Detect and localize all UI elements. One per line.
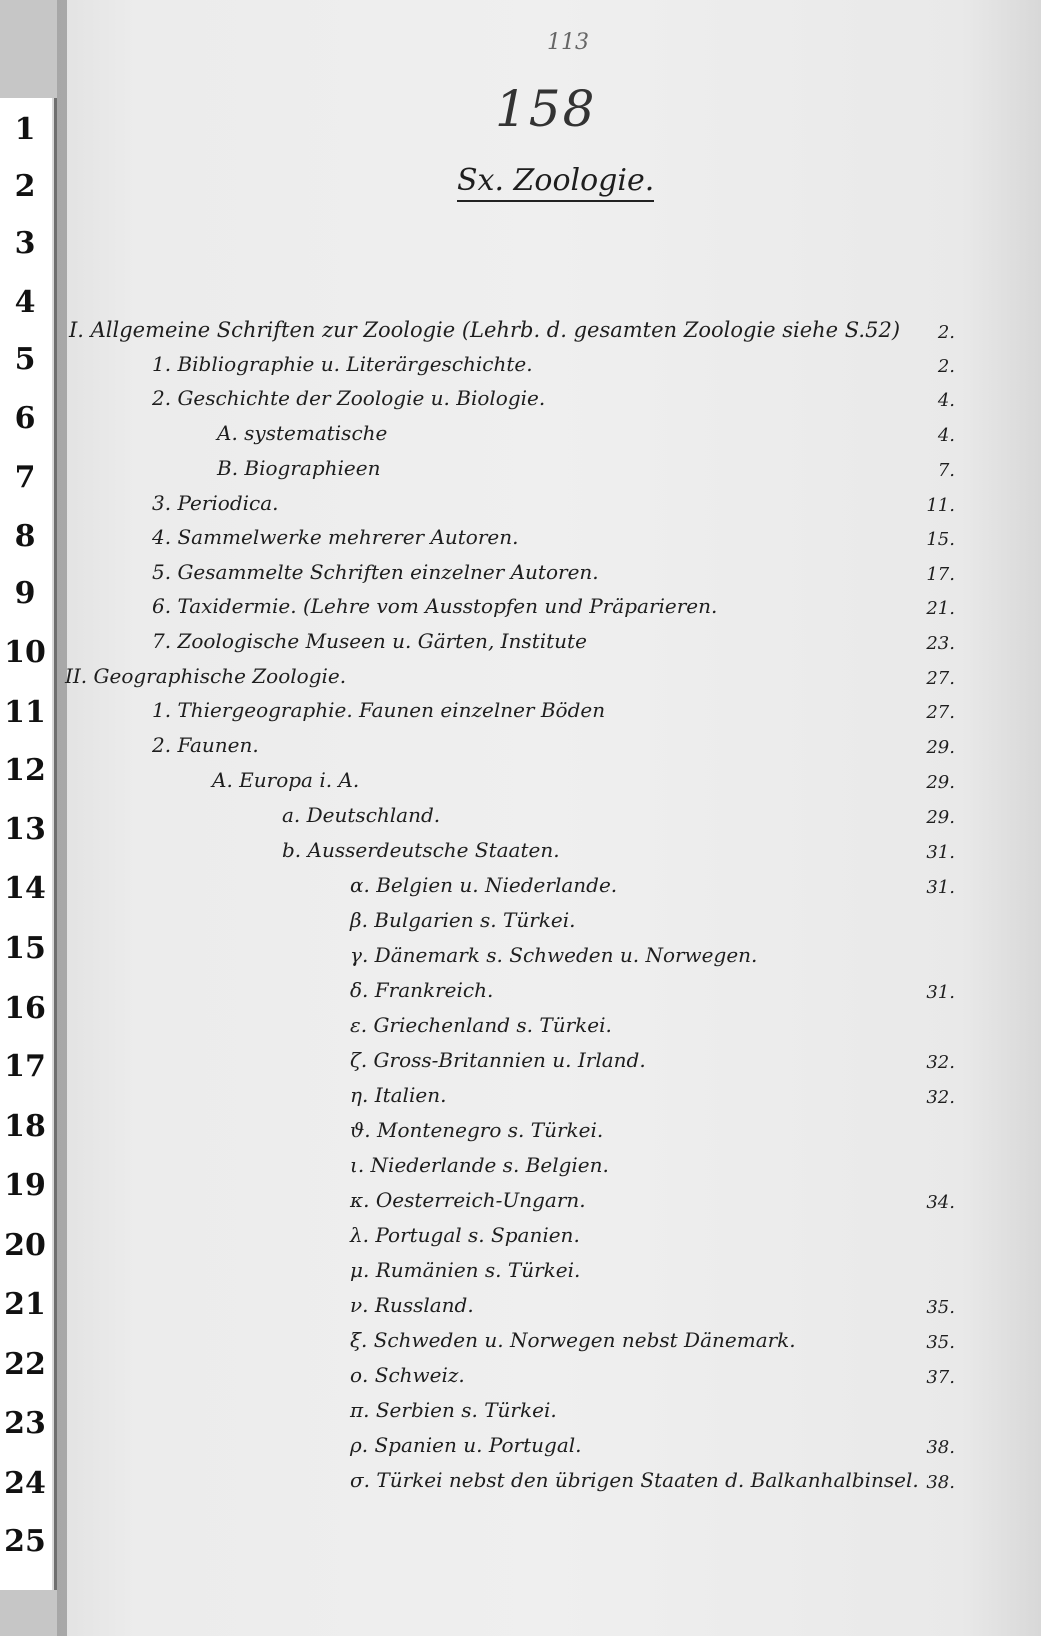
index-entry-text: δ. Frankreich. — [350, 978, 494, 1002]
index-entry-page: 11. — [926, 495, 955, 516]
index-entry-text: ε. Griechenland s. Türkei. — [350, 1013, 612, 1037]
index-entry-page: 31. — [926, 982, 955, 1003]
line-number: 13 — [4, 812, 46, 847]
index-entry-text: σ. Türkei nebst den übrigen Staaten d. Balkanhalbinsel. — [350, 1468, 919, 1492]
line-number: 4 — [14, 285, 36, 320]
manuscript-page — [57, 0, 1041, 1636]
line-number: 2 — [14, 169, 36, 204]
index-entry-page: 35. — [926, 1297, 955, 1318]
line-number: 11 — [4, 695, 46, 730]
index-entry-text: η. Italien. — [350, 1083, 447, 1107]
index-entry-page: 2. — [937, 356, 955, 377]
index-entry-page: 31. — [926, 877, 955, 898]
index-entry-text: 3. Periodica. — [152, 491, 279, 515]
line-number: 16 — [4, 991, 46, 1026]
index-entry-text: B. Biographieen — [217, 456, 381, 480]
index-entry-text: κ. Oesterreich-Ungarn. — [350, 1188, 586, 1212]
index-entry-text: ρ. Spanien u. Portugal. — [350, 1433, 582, 1457]
line-number: 3 — [14, 226, 36, 261]
index-entry-page: 7. — [937, 460, 955, 481]
index-entry-text: II. Geographische Zoologie. — [65, 664, 347, 688]
page-title: Sx. Zoologie. — [457, 163, 654, 202]
index-entry-text: I. Allgemeine Schriften zur Zoologie (Lehrb. d. gesamten Zoologie siehe S.52) — [69, 318, 901, 342]
gutter-top-band — [0, 0, 57, 98]
index-entry-text: a. Deutschland. — [282, 803, 441, 827]
index-entry-page: 31. — [926, 842, 955, 863]
index-entry-page: 4. — [937, 425, 955, 446]
index-entry-text: ξ. Schweden u. Norwegen nebst Dänemark. — [350, 1328, 796, 1352]
index-entry-text: 6. Taxidermie. (Lehre vom Ausstopfen und Präparieren. — [152, 594, 718, 618]
index-entry-text: μ. Rumänien s. Türkei. — [350, 1258, 581, 1282]
index-entry-page: 29. — [926, 737, 955, 758]
index-entry-page: 37. — [926, 1367, 955, 1388]
index-entry-text: ζ. Gross-Britannien u. Irland. — [350, 1048, 646, 1072]
folio-number-large: 158 — [495, 80, 597, 138]
line-number: 17 — [4, 1049, 46, 1084]
index-entry-text: γ. Dänemark s. Schweden u. Norwegen. — [350, 943, 758, 967]
index-entry-page: 15. — [926, 529, 955, 550]
gutter-bottom-band — [0, 1590, 57, 1636]
line-number: 1 — [14, 112, 36, 147]
line-number: 10 — [4, 635, 46, 670]
index-entry-text: ν. Russland. — [350, 1293, 474, 1317]
line-number: 20 — [4, 1228, 46, 1263]
line-number: 7 — [14, 460, 36, 495]
index-entry-page: 35. — [926, 1332, 955, 1353]
line-number: 22 — [4, 1347, 46, 1382]
index-entry-page: 23. — [926, 633, 955, 654]
index-entry-text: A. systematische — [217, 421, 388, 445]
index-entry-text: 1. Thiergeographie. Faunen einzelner Böden — [152, 698, 606, 722]
index-entry-text: ο. Schweiz. — [350, 1363, 465, 1387]
line-number: 12 — [4, 753, 46, 788]
index-entry-page: 4. — [937, 390, 955, 411]
index-entry-text: 2. Geschichte der Zoologie u. Biologie. — [152, 386, 546, 410]
index-entry-text: 7. Zoologische Museen u. Gärten, Institute — [152, 629, 587, 653]
line-number: 23 — [4, 1406, 46, 1441]
index-entry-text: b. Ausserdeutsche Staaten. — [282, 838, 560, 862]
index-entry-page: 38. — [926, 1472, 955, 1493]
line-number: 21 — [4, 1287, 46, 1322]
index-entry-text: 1. Bibliographie u. Literärgeschichte. — [152, 352, 533, 376]
line-number: 24 — [4, 1466, 46, 1501]
index-entry-text: β. Bulgarien s. Türkei. — [350, 908, 576, 932]
line-number: 6 — [14, 401, 36, 436]
page-binding-shadow — [57, 0, 67, 1636]
index-entry-page: 32. — [926, 1087, 955, 1108]
index-entry-page: 32. — [926, 1052, 955, 1073]
index-entry-text: α. Belgien u. Niederlande. — [350, 873, 618, 897]
line-number: 15 — [4, 931, 46, 966]
index-entry-text: 5. Gesammelte Schriften einzelner Autoren. — [152, 560, 599, 584]
line-number-gutter — [0, 98, 54, 1590]
index-entry-page: 34. — [926, 1192, 955, 1213]
index-entry-page: 38. — [926, 1437, 955, 1458]
index-entry-page: 29. — [926, 772, 955, 793]
index-entry-page: 27. — [926, 668, 955, 689]
index-entry-text: λ. Portugal s. Spanien. — [350, 1223, 580, 1247]
line-number: 9 — [14, 576, 36, 611]
index-entry-page: 27. — [926, 702, 955, 723]
index-entry-text: 4. Sammelwerke mehrerer Autoren. — [152, 525, 519, 549]
line-number: 8 — [14, 519, 36, 554]
index-entry-page: 2. — [937, 322, 955, 343]
line-number: 5 — [14, 342, 36, 377]
line-number: 14 — [4, 871, 46, 906]
line-number: 25 — [4, 1524, 46, 1559]
line-number: 19 — [4, 1168, 46, 1203]
line-number: 18 — [4, 1109, 46, 1144]
index-entry-page: 29. — [926, 807, 955, 828]
index-entry-text: A. Europa i. A. — [212, 768, 360, 792]
index-entry-page: 17. — [926, 564, 955, 585]
index-entry-text: 2. Faunen. — [152, 733, 259, 757]
folio-number-small: 113 — [547, 30, 589, 55]
index-entry-text: ϑ. Montenegro s. Türkei. — [350, 1118, 604, 1142]
index-entry-page: 21. — [926, 598, 955, 619]
index-entry-text: ι. Niederlande s. Belgien. — [350, 1153, 609, 1177]
index-entry-text: π. Serbien s. Türkei. — [350, 1398, 557, 1422]
